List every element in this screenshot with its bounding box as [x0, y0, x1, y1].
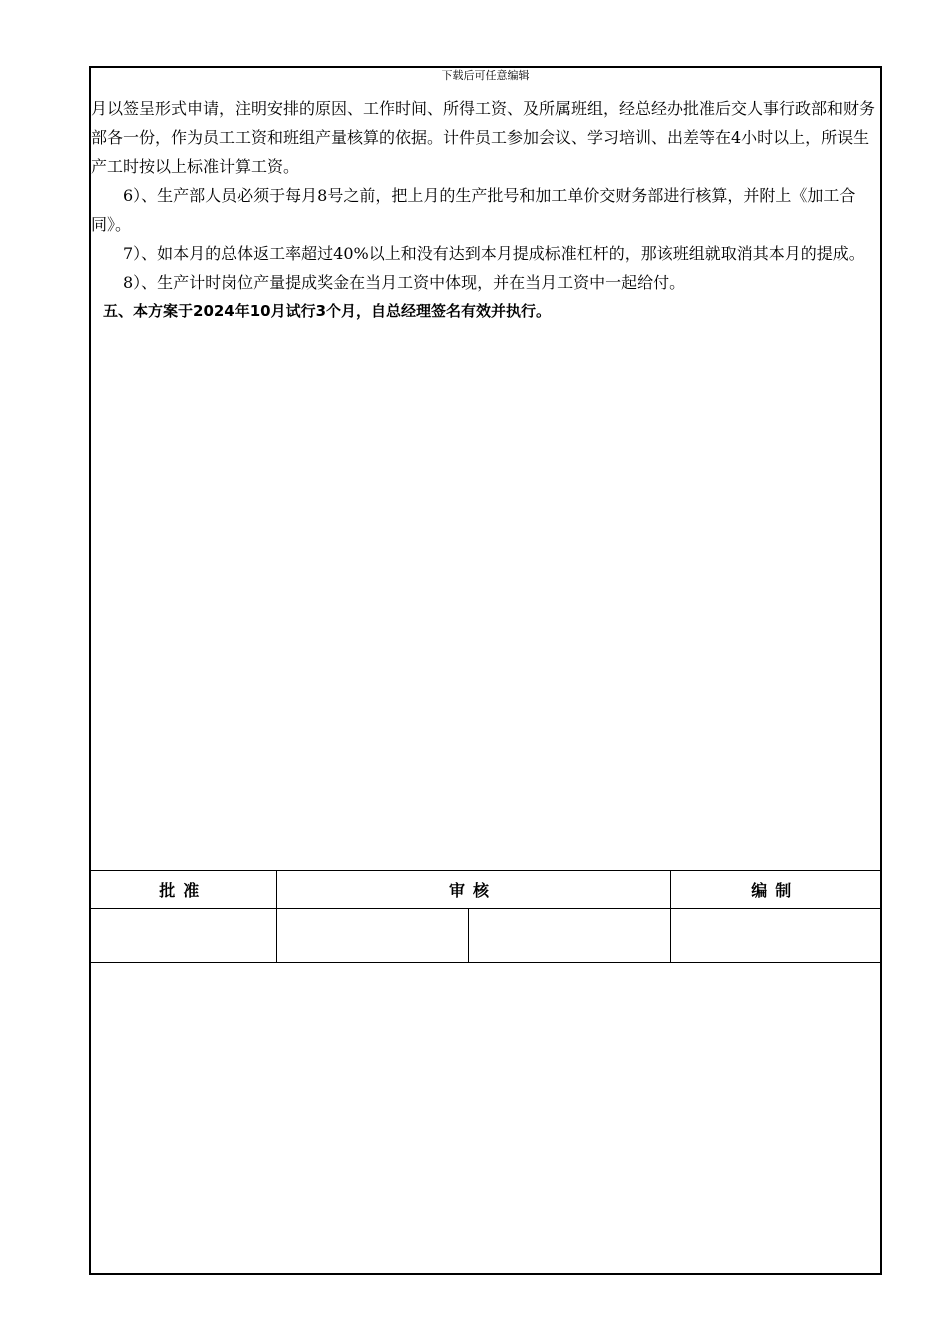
signature-table: [91, 870, 880, 963]
approve-header: 批准: [91, 871, 276, 909]
review-signature-cell-2[interactable]: [468, 909, 670, 963]
review-header: 审核: [276, 871, 670, 909]
paragraph-continuation: 月以签呈形式申请，注明安排的原因、工作时间、所得工资、及所属班组，经总经办批准后交人事行政部和财务部各一份，作为员工工资和班组产量核算的依据。计件员工参加会议、学习培训、出差等在4小时以上，所误生产工时按以上标准计算工资。: [91, 99, 876, 176]
paragraph-item-7: 7）、如本月的总体返工率超过40%以上和没有达到本月提成标准杠杆的，那该班组就取消其本月的提成。: [123, 244, 865, 263]
approve-signature-cell[interactable]: [91, 909, 276, 963]
signature-header-row: [91, 871, 880, 909]
review-signature-cell-1[interactable]: [276, 909, 468, 963]
paragraph-item-8: 8）、生产计时岗位产量提成奖金在当月工资中体现，并在当月工资中一起给付。: [123, 273, 686, 292]
document-frame: [89, 66, 882, 1275]
header-note: 下载后可任意编辑: [441, 69, 530, 82]
paragraph-item-6: 6）、生产部人员必须于每月8号之前，把上月的生产批号和加工单价交财务部进行核算，并附上《加工合同》。: [91, 186, 856, 234]
document-body: [91, 94, 880, 326]
section-five-heading: 五、本方案于2024年10月试行3个月，自总经理签名有效并执行。: [103, 302, 552, 320]
signature-blank-row: [91, 909, 880, 963]
compile-header: 编制: [670, 871, 880, 909]
compile-signature-cell[interactable]: [670, 909, 880, 963]
